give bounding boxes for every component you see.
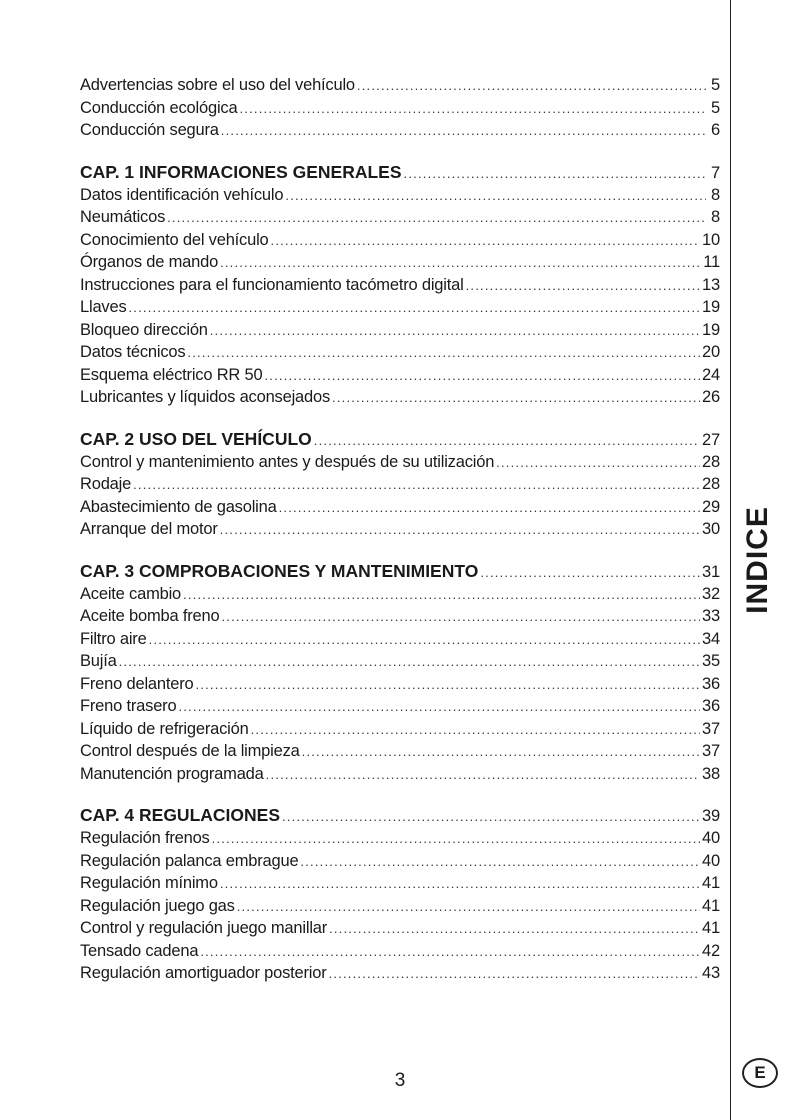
dot-leader	[222, 609, 701, 624]
entry-page-number: 27	[702, 430, 720, 449]
entry-page-number: 39	[702, 807, 720, 825]
entry-page-number: 11	[703, 253, 720, 271]
entry-page-number: 40	[702, 851, 720, 870]
entry-title: Advertencias sobre el uso del vehículo	[80, 76, 355, 94]
toc-entry[interactable]	[80, 208, 720, 231]
page-number: 3	[394, 1070, 406, 1091]
entry-page-number: 43	[702, 964, 720, 982]
entry-page-number: 37	[702, 742, 720, 760]
dot-leader	[187, 345, 700, 360]
toc-entry[interactable]	[80, 298, 720, 321]
entry-title: Lubricantes y líquidos aconsejados	[80, 388, 331, 406]
language-badge: E	[742, 1058, 778, 1088]
dot-leader	[404, 166, 706, 181]
dot-leader	[212, 831, 700, 846]
toc-entry[interactable]	[80, 652, 720, 675]
toc-entry[interactable]	[80, 942, 720, 965]
entry-title: Arranque del motor	[80, 520, 218, 538]
entry-page-number: 31	[702, 562, 720, 581]
entry-page-number: 37	[702, 719, 720, 738]
entry-page-number: 34	[702, 629, 720, 648]
dot-leader	[357, 78, 706, 93]
entry-title: Aceite cambio	[80, 584, 182, 603]
entry-page-number: 41	[702, 896, 720, 915]
dot-leader	[279, 500, 700, 515]
toc-entry[interactable]	[80, 388, 720, 411]
chapter-heading[interactable]	[80, 561, 720, 585]
dot-leader	[496, 455, 700, 470]
toc-entry[interactable]	[80, 852, 720, 875]
dot-leader	[237, 899, 700, 914]
entry-page-number: 28	[702, 452, 720, 471]
toc-entry[interactable]	[80, 276, 720, 299]
dot-leader	[329, 966, 701, 981]
entry-title: Freno trasero	[80, 697, 177, 715]
entry-page-number: 24	[702, 365, 720, 384]
dot-leader	[200, 944, 700, 959]
entry-title: Llaves	[80, 298, 127, 316]
toc-entry[interactable]	[80, 720, 720, 743]
entry-page-number: 41	[702, 874, 720, 892]
entry-title: Manutención programada	[80, 764, 264, 783]
entry-title: Tensado cadena	[80, 941, 199, 960]
entry-title: Aceite bomba freno	[80, 607, 220, 625]
dot-leader	[282, 809, 700, 824]
entry-title: Regulación palanca embrague	[80, 851, 299, 870]
entry-page-number: 28	[702, 475, 720, 493]
chapter-title: CAP. 3 COMPROBACIONES Y MANTENIMIENTO	[80, 560, 479, 581]
toc-entry[interactable]	[80, 874, 720, 897]
entry-page-number: 5	[711, 98, 720, 117]
dot-leader	[285, 188, 706, 203]
toc-section	[80, 162, 720, 411]
entry-title: Conocimiento del vehículo	[80, 230, 269, 249]
dot-leader	[271, 233, 701, 248]
dot-leader	[300, 854, 700, 869]
entry-page-number: 8	[711, 185, 720, 204]
entry-title: Neumáticos	[80, 208, 166, 226]
entry-title: Conducción segura	[80, 121, 219, 139]
entry-title: Datos identificación vehículo	[80, 185, 284, 204]
entry-title: Instrucciones para el funcionamiento tacómetro digital	[80, 275, 464, 294]
toc-entry[interactable]	[80, 585, 720, 608]
entry-title: Regulación mínimo	[80, 874, 218, 892]
entry-page-number: 32	[702, 584, 720, 603]
toc-entry[interactable]	[80, 765, 720, 788]
toc-entry[interactable]	[80, 475, 720, 498]
dot-leader	[302, 744, 700, 759]
dot-leader	[119, 654, 700, 669]
entry-page-number: 42	[702, 941, 720, 960]
toc-entry[interactable]	[80, 121, 720, 144]
dot-leader	[133, 477, 700, 492]
entry-page-number: 36	[702, 674, 720, 693]
entry-title: Conducción ecológica	[80, 98, 238, 117]
chapter-heading[interactable]	[80, 429, 720, 453]
toc-entry[interactable]	[80, 453, 720, 476]
table-of-contents	[80, 76, 720, 1005]
toc-entry[interactable]	[80, 675, 720, 698]
entry-page-number: 29	[702, 497, 720, 516]
entry-page-number: 26	[702, 388, 720, 406]
entry-title: Control y mantenimiento antes y después de su utilización	[80, 452, 495, 471]
dot-leader	[314, 433, 700, 448]
entry-page-number: 7	[711, 163, 720, 182]
entry-page-number: 30	[702, 520, 720, 538]
toc-entry[interactable]	[80, 99, 720, 122]
entry-page-number: 5	[711, 76, 720, 94]
toc-entry[interactable]	[80, 630, 720, 653]
toc-entry[interactable]	[80, 366, 720, 389]
dot-leader	[221, 123, 706, 138]
dot-leader	[220, 876, 700, 891]
entry-title: Abastecimiento de gasolina	[80, 497, 277, 516]
chapter-title: CAP. 4 REGULACIONES	[80, 805, 280, 825]
toc-entry[interactable]	[80, 76, 720, 99]
dot-leader	[264, 368, 700, 383]
dot-leader	[329, 921, 700, 936]
entry-page-number: 19	[702, 320, 720, 339]
entry-page-number: 41	[702, 919, 720, 937]
toc-section	[80, 561, 720, 788]
toc-section	[80, 76, 720, 144]
entry-page-number: 38	[702, 764, 720, 783]
dot-leader	[129, 300, 701, 315]
entry-page-number: 33	[702, 607, 720, 625]
toc-entry[interactable]	[80, 186, 720, 209]
toc-entry[interactable]	[80, 231, 720, 254]
entry-title: Rodaje	[80, 475, 132, 493]
chapter-title: CAP. 2 USO DEL VEHÍCULO	[80, 428, 312, 449]
dot-leader	[220, 255, 701, 270]
dot-leader	[178, 699, 700, 714]
dot-leader	[239, 101, 706, 116]
toc-entry[interactable]	[80, 742, 720, 765]
toc-entry[interactable]	[80, 520, 720, 543]
dot-leader	[210, 323, 700, 338]
dot-leader	[220, 522, 700, 537]
chapter-title: CAP. 1 INFORMACIONES GENERALES	[80, 161, 402, 182]
toc-entry[interactable]	[80, 897, 720, 920]
toc-entry[interactable]	[80, 919, 720, 942]
dot-leader	[332, 390, 700, 405]
dot-leader	[266, 767, 700, 782]
toc-entry[interactable]	[80, 498, 720, 521]
entry-title: Datos técnicos	[80, 343, 186, 361]
toc-entry[interactable]	[80, 253, 720, 276]
entry-page-number: 36	[702, 697, 720, 715]
toc-entry[interactable]	[80, 964, 720, 987]
entry-page-number: 35	[702, 652, 720, 670]
dot-leader	[183, 587, 700, 602]
toc-entry[interactable]	[80, 321, 720, 344]
entry-page-number: 20	[702, 343, 720, 361]
entry-title: Freno delantero	[80, 674, 194, 693]
dot-leader	[196, 677, 701, 692]
entry-title: Control después de la limpieza	[80, 742, 300, 760]
entry-page-number: 8	[711, 208, 720, 226]
entry-title: Regulación amortiguador posterior	[80, 964, 327, 982]
side-title: INDICE	[741, 506, 774, 614]
toc-section	[80, 805, 720, 987]
entry-page-number: 40	[702, 829, 720, 847]
dot-leader	[167, 210, 706, 225]
entry-title: Líquido de refrigeración	[80, 719, 249, 738]
chapter-heading[interactable]	[80, 162, 720, 186]
entry-title: Esquema eléctrico RR 50	[80, 365, 263, 384]
dot-leader	[251, 722, 700, 737]
entry-title: Regulación juego gas	[80, 896, 235, 915]
dot-leader	[149, 632, 700, 647]
entry-title: Órganos de mando	[80, 253, 219, 271]
toc-entry[interactable]	[80, 697, 720, 720]
toc-entry[interactable]	[80, 607, 720, 630]
dot-leader	[466, 278, 700, 293]
entry-page-number: 10	[702, 230, 720, 249]
dot-leader	[480, 565, 700, 580]
entry-title: Filtro aire	[80, 629, 147, 648]
entry-title: Bujía	[80, 652, 117, 670]
entry-page-number: 6	[711, 121, 720, 139]
chapter-heading[interactable]	[80, 805, 720, 829]
margin-divider-line	[730, 0, 731, 1120]
entry-page-number: 19	[702, 298, 720, 316]
toc-section	[80, 429, 720, 543]
toc-entry[interactable]	[80, 343, 720, 366]
entry-title: Control y regulación juego manillar	[80, 919, 328, 937]
toc-entry[interactable]	[80, 829, 720, 852]
entry-page-number: 13	[702, 275, 720, 294]
entry-title: Bloqueo dirección	[80, 320, 208, 339]
entry-title: Regulación frenos	[80, 829, 210, 847]
